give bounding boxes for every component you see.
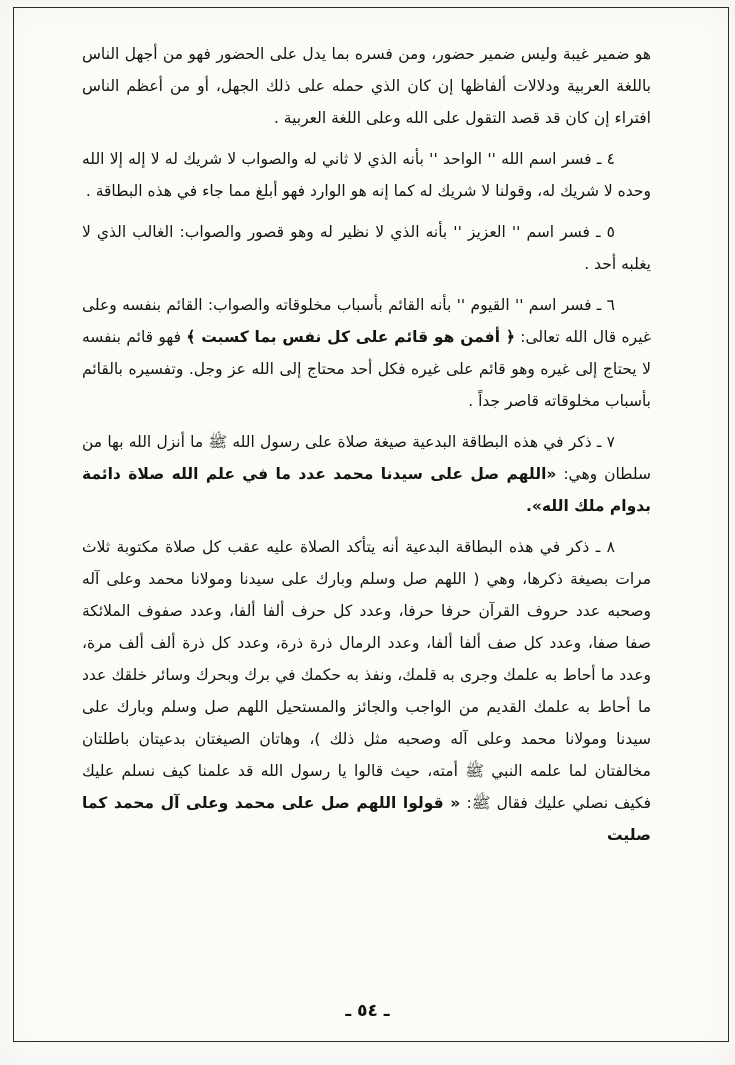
paragraph-continuation <box>82 38 651 134</box>
paragraph-item-5 <box>82 216 651 280</box>
paragraph-text: ٤ ـ فسر اسم الله '' الواحد '' بأنه الذي لا ثاني له والصواب لا شريك له لا إله إلا الله وحده لا شريك له، وقولنا لا شريك له كما إنه هو الوارد فهو أبلغ مما جاء في هذه البطاقة . <box>82 150 651 200</box>
paragraph-text: ٨ ـ ذكر في هذه البطاقة البدعية أنه يتأكد الصلاة عليه عقب كل صلاة مكتوبة ثلاث مرات بصيغة ذكرها، وهي ( اللهم صل وسلم وبارك على سيدنا ومولانا محمد وعلى آله وصحبه عدد حروف القرآن حرفا حرفا، وعدد كل حرف ألفا ألفا، وعدد صفوف الملائكة صفا صفا، وعدد كل صف ألفا ألفا، وعدد الرمال ذرة ذرة، وعدد كل ذرة ألف ألف مرة، وعدد ما أحاط به علمك وجرى به قلمك، ونفذ به حكمك في برك وبحرك وسائر خلقك عدد ما أحاط به علمك القديم من الواجب والجائز والمستحيل اللهم صل وسلم وبارك على سيدنا ومولانا محمد وعلى آله وصحبه مثل ذلك )، وهاتان الصيغتان بدعيتان باطلتان مخالفتان لما علمه النبي ﷺ أمته، حيث قالوا يا رسول الله قد علمنا كيف نسلم عليك فكيف نصلي عليك فقال ﷺ: <box>82 538 651 812</box>
quran-quote: ﴿ أفمن هو قائم على كل نفس بما كسبت ﴾ <box>186 328 515 346</box>
paragraph-text: ٥ ـ فسر اسم '' العزيز '' بأنه الذي لا نظير له وهو قصور والصواب: الغالب الذي لا يغلبه أحد . <box>82 223 651 273</box>
paragraph-item-4 <box>82 143 651 207</box>
hadith-quote: « قولوا اللهم صل على محمد وعلى آل محمد كما صليت <box>82 794 651 844</box>
paragraph-item-7 <box>82 426 651 522</box>
paragraph-text: هو ضمير غيبة وليس ضمير حضور، ومن فسره بما يدل على الحضور فهو من أجهل الناس باللغة العربية ودلالات ألفاظها إن كان الذي حمله على ذلك الجهل، أو من أعظم الناس افتراء إن كان قد قصد التقول على الله وعلى اللغة العربية . <box>82 45 651 127</box>
paragraph-text: ٧ ـ ذكر في هذه البطاقة البدعية صيغة صلاة على رسول الله ﷺ ما أنزل الله بها من سلطان وهي: <box>82 433 651 483</box>
paragraph-item-8 <box>82 531 651 851</box>
paragraph-text: ٦ ـ فسر اسم '' القيوم '' بأنه القائم بأسباب مخلوقاته والصواب: القائم بنفسه وعلى غيره قال الله تعالى: <box>82 296 651 346</box>
paragraph-text: فهو قائم بنفسه لا يحتاج إلى غيره وهو قائم على غيره فكل أحد محتاج إلى الله عز وجل. وتفسيره بالقائم بأسباب مخلوقاته قاصر جداً . <box>82 328 651 410</box>
salawat-formula-quote: «اللهم صل على سيدنا محمد عدد ما في علم الله صلاة دائمة بدوام ملك الله». <box>82 465 651 515</box>
paragraph-item-6 <box>82 289 651 417</box>
body-text <box>82 38 651 993</box>
page-number: ـ ٥٤ ـ <box>345 1001 390 1021</box>
